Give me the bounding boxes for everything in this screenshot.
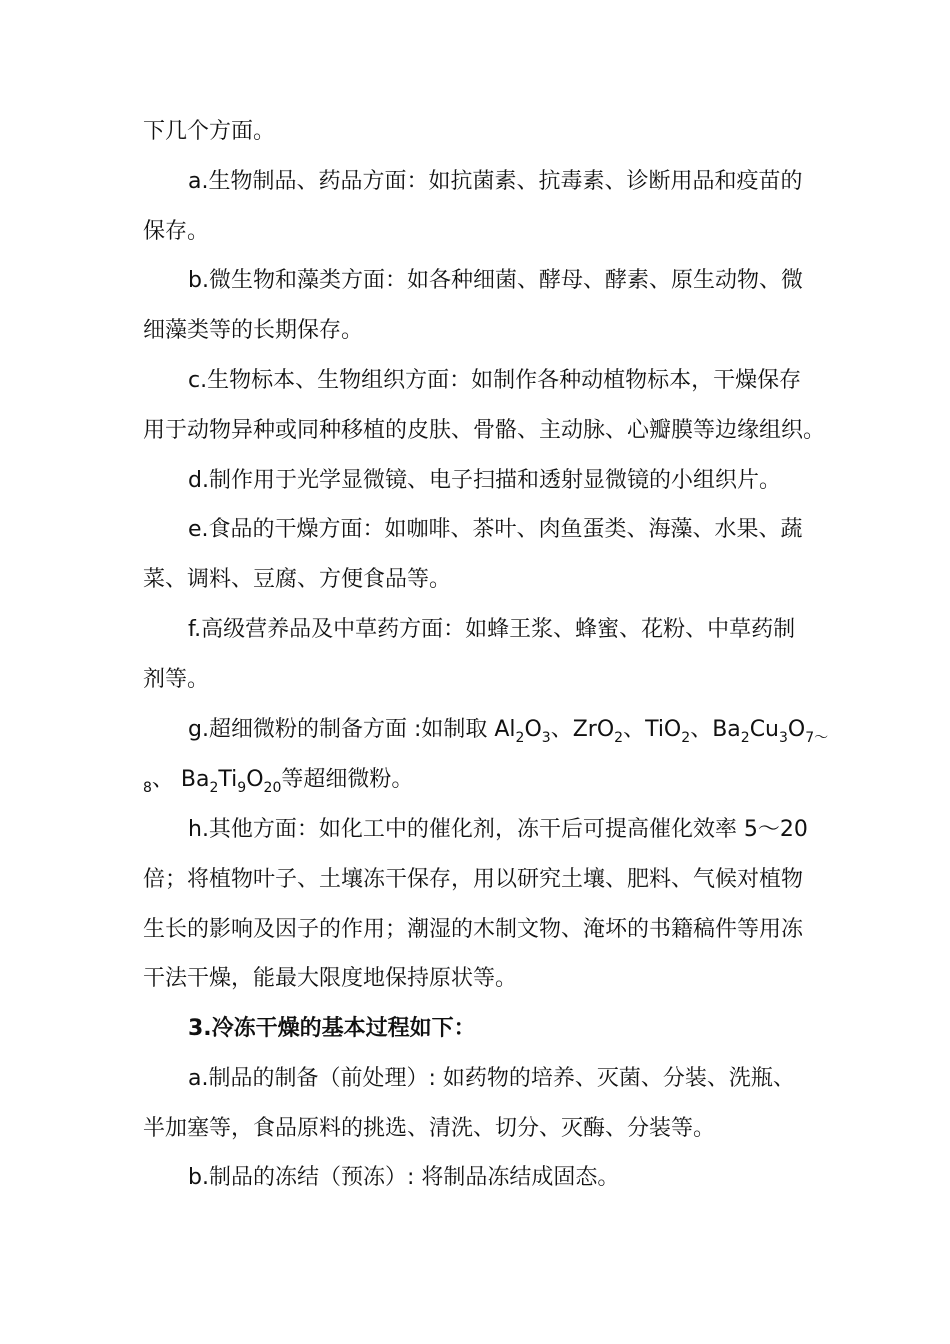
text-line: 半加塞等，食品原料的挑选、清洗、切分、灭酶、分装等。 xyxy=(143,1116,716,1141)
text-line: f.高级营养品及中草药方面：如蜂王浆、蜂蜜、花粉、中草药制 xyxy=(188,617,796,642)
chem-symbol: Al xyxy=(494,717,516,742)
subscript: 9 xyxy=(237,780,247,796)
text-line: 细藻类等的长期保存。 xyxy=(143,318,364,343)
subscript: 2 xyxy=(515,730,525,746)
subscript: 2 xyxy=(681,730,691,746)
text-line: 菜、调料、豆腐、方便食品等。 xyxy=(143,567,452,592)
chem-symbol: 、ZrO xyxy=(550,717,615,742)
chem-symbol: O xyxy=(787,717,806,742)
subscript: 7～ xyxy=(805,730,829,746)
chem-symbol: O xyxy=(524,717,542,742)
text-line: d.制作用于光学显微镜、电子扫描和透射显微镜的小组织片。 xyxy=(188,468,781,493)
text-line: 保存。 xyxy=(143,219,210,244)
subscript: 2 xyxy=(740,730,750,746)
text-line: c.生物标本、生物组织方面：如制作各种动植物标本，干燥保存 xyxy=(188,368,802,393)
chem-symbol: 、TiO xyxy=(623,717,682,742)
subscript: 8 xyxy=(143,780,152,796)
text-line: b.制品的冻结（预冻）: 将制品冻结成固态。 xyxy=(188,1165,620,1190)
formula-line xyxy=(188,715,829,746)
text-line: 干法干燥，能最大限度地保持原状等。 xyxy=(143,966,518,991)
text-line: a.制品的制备（前处理）: 如药物的培养、灭菌、分装、洗瓶、 xyxy=(188,1066,795,1091)
text-line: h.其他方面：如化工中的催化剂，冻干后可提高催化效率 5～20 xyxy=(188,817,808,842)
chem-symbol: 、 Ba xyxy=(151,767,210,792)
text-line: 倍；将植物叶子、土壤冻干保存，用以研究土壤、肥料、气候对植物 xyxy=(143,867,804,892)
section-heading: 3.冷冻干燥的基本过程如下： xyxy=(188,1016,476,1041)
text-span: g.超细微粉的制备方面 :如制取 xyxy=(188,717,495,742)
text-line: a.生物制品、药品方面：如抗菌素、抗毒素、诊断用品和疫苗的 xyxy=(188,169,803,194)
text-line: 下几个方面。 xyxy=(143,119,276,144)
formula-line xyxy=(143,765,823,795)
subscript: 2 xyxy=(614,730,624,746)
text-line: 用于动物异种或同种移植的皮肤、骨骼、主动脉、心瓣膜等边缘组织。 xyxy=(143,418,826,443)
chem-symbol: 、Ba xyxy=(690,717,741,742)
chem-symbol: O xyxy=(246,767,264,792)
subscript: 3 xyxy=(541,730,551,746)
chem-symbol: Ti xyxy=(218,767,238,792)
text-line: b.微生物和藻类方面：如各种细菌、酵母、酵素、原生动物、微 xyxy=(188,268,803,293)
subscript: 20 xyxy=(263,780,282,796)
text-line: 剂等。 xyxy=(143,667,210,692)
text-line: e.食品的干燥方面：如咖啡、茶叶、肉鱼蛋类、海藻、水果、蔬 xyxy=(188,517,803,542)
text-span: 等超细微粉。 xyxy=(281,767,414,792)
chem-symbol: Cu xyxy=(749,717,779,742)
subscript: 2 xyxy=(209,780,219,796)
text-line: 生长的影响及因子的作用；潮湿的木制文物、淹坏的书籍稿件等用冻 xyxy=(143,917,804,942)
subscript: 3 xyxy=(779,730,788,746)
